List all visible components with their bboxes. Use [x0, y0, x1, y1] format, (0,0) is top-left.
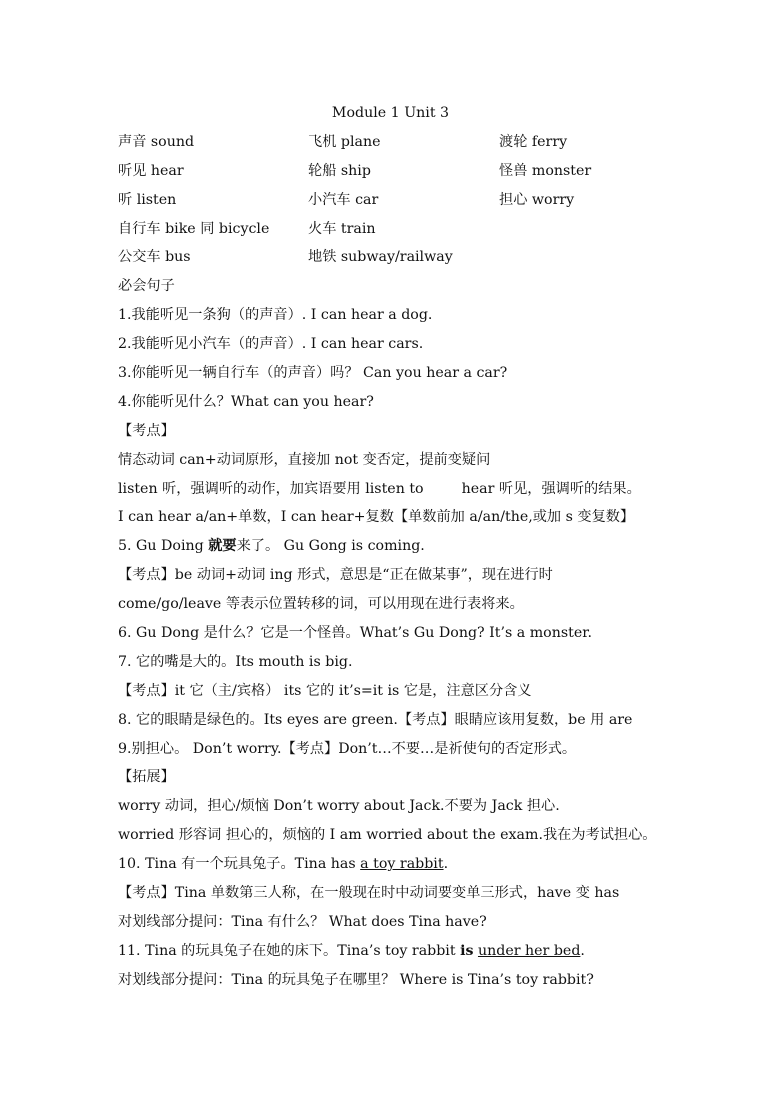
note-line: 情态动词 can+动词原形，直接加 not 变否定，提前变疑问 — [118, 451, 491, 468]
sentence-line: 7. 它的嘴是大的。Its mouth is big. — [118, 653, 353, 670]
sentence-part: 10. Tina 有一个玩具兔子。Tina has — [118, 856, 361, 873]
sentence-line: 6. Gu Dong 是什么？它是一个怪兽。What’s Gu Dong? It’s a monster. — [118, 625, 592, 642]
note-line: worried 形容词 担心的，烦恼的 I am worried about the exam.我在为考试担心。 — [118, 827, 657, 844]
sentence-line — [118, 850, 663, 879]
underlined-text: under her bed — [477, 942, 581, 959]
note-heading: 【拓展】 — [118, 769, 175, 786]
sentence-line: 1.我能听见一条狗（的声音）. I can hear a dog. — [118, 307, 433, 324]
note-line: 【考点】Tina 单数第三人称，在一般现在时中动词要变单三形式，have 变 has — [118, 885, 620, 902]
sentence-line — [118, 532, 663, 561]
vocab-row — [118, 215, 663, 244]
vocab-item: 地铁 subway/railway — [308, 249, 453, 266]
vocab-item — [499, 215, 663, 244]
sentence-part: . — [443, 856, 449, 873]
vocab-item: 听见 hear — [118, 162, 184, 179]
vocab-row — [118, 157, 663, 186]
sentence-part: . — [580, 942, 585, 959]
vocab-row — [118, 128, 663, 157]
note-line — [118, 475, 663, 504]
sentence-line: 9.别担心。 Don’t worry.【考点】Don’t…不要…是祈使句的否定形式。 — [118, 740, 577, 757]
sentence-part: 5. Gu Doing — [118, 538, 209, 555]
sentence-line: 8. 它的眼睛是绿色的。Its eyes are green.【考点】眼睛应该用复数，be 用 are — [118, 711, 633, 728]
vocab-item: 听 listen — [118, 191, 177, 208]
sentence-line — [118, 937, 663, 966]
vocab-row — [118, 243, 663, 272]
vocab-item: 声音 sound — [118, 133, 195, 150]
vocab-item — [499, 243, 663, 272]
vocab-item: 怪兽 monster — [499, 162, 592, 179]
vocab-item: 渡轮 ferry — [499, 133, 568, 150]
vocab-item: 小汽车 car — [308, 191, 379, 208]
vocab-item: 轮船 ship — [308, 162, 371, 179]
note-line: worry 动词，担心/烦恼 Don’t worry about Jack.不要为 Jack 担心. — [118, 798, 560, 815]
bold-text: is — [460, 942, 474, 959]
document-page — [118, 99, 663, 995]
note-line: come/go/leave 等表示位置转移的词，可以用现在进行表将来。 — [118, 596, 524, 613]
vocab-item: 飞机 plane — [308, 133, 381, 150]
page-title: Module 1 Unit 3 — [331, 105, 450, 121]
note-line: I can hear a/an+单数，I can hear+复数【单数前加 a/an/the,或加 s 变复数】 — [118, 509, 635, 526]
sentence-line: 4.你能听见什么？What can you hear? — [118, 393, 374, 410]
vocab-row — [118, 186, 663, 215]
sentence-line: 2.我能听见小汽车（的声音）. I can hear cars. — [118, 336, 424, 353]
note-line: 对划线部分提问：Tina 有什么？ What does Tina have? — [118, 913, 487, 930]
vocab-item: 公交车 bus — [118, 249, 191, 266]
sentence-part: 来了。 Gu Gong is coming. — [236, 538, 425, 555]
vocab-item: 火车 train — [308, 220, 376, 237]
note-line-part: listen 听，强调听的动作，加宾语要用 listen to — [118, 480, 424, 497]
vocab-item: 自行车 bike 同 bicycle — [118, 220, 270, 237]
note-line: 对划线部分提问：Tina 的玩具兔子在哪里？ Where is Tina’s toy rabbit? — [118, 971, 594, 988]
sentence-part: 11. Tina 的玩具兔子在她的床下。Tina’s toy rabbit — [118, 942, 461, 959]
note-heading: 【考点】 — [118, 422, 175, 439]
sentence-line: 3.你能听见一辆自行车（的声音）吗？ Can you hear a car? — [118, 365, 508, 382]
note-line-part: hear 听见，强调听的结果。 — [461, 480, 641, 497]
underlined-text: a toy rabbit — [360, 856, 444, 873]
note-line: 【考点】it 它（主/宾格） its 它的 it’s=it is 它是，注意区分含义 — [118, 682, 532, 699]
vocab-item: 担心 worry — [499, 191, 575, 208]
section-heading: 必会句子 — [118, 278, 175, 295]
note-line: 【考点】be 动词+动词 ing 形式，意思是“正在做某事”，现在进行时 — [118, 567, 553, 584]
bold-text: 就要 — [208, 538, 237, 555]
